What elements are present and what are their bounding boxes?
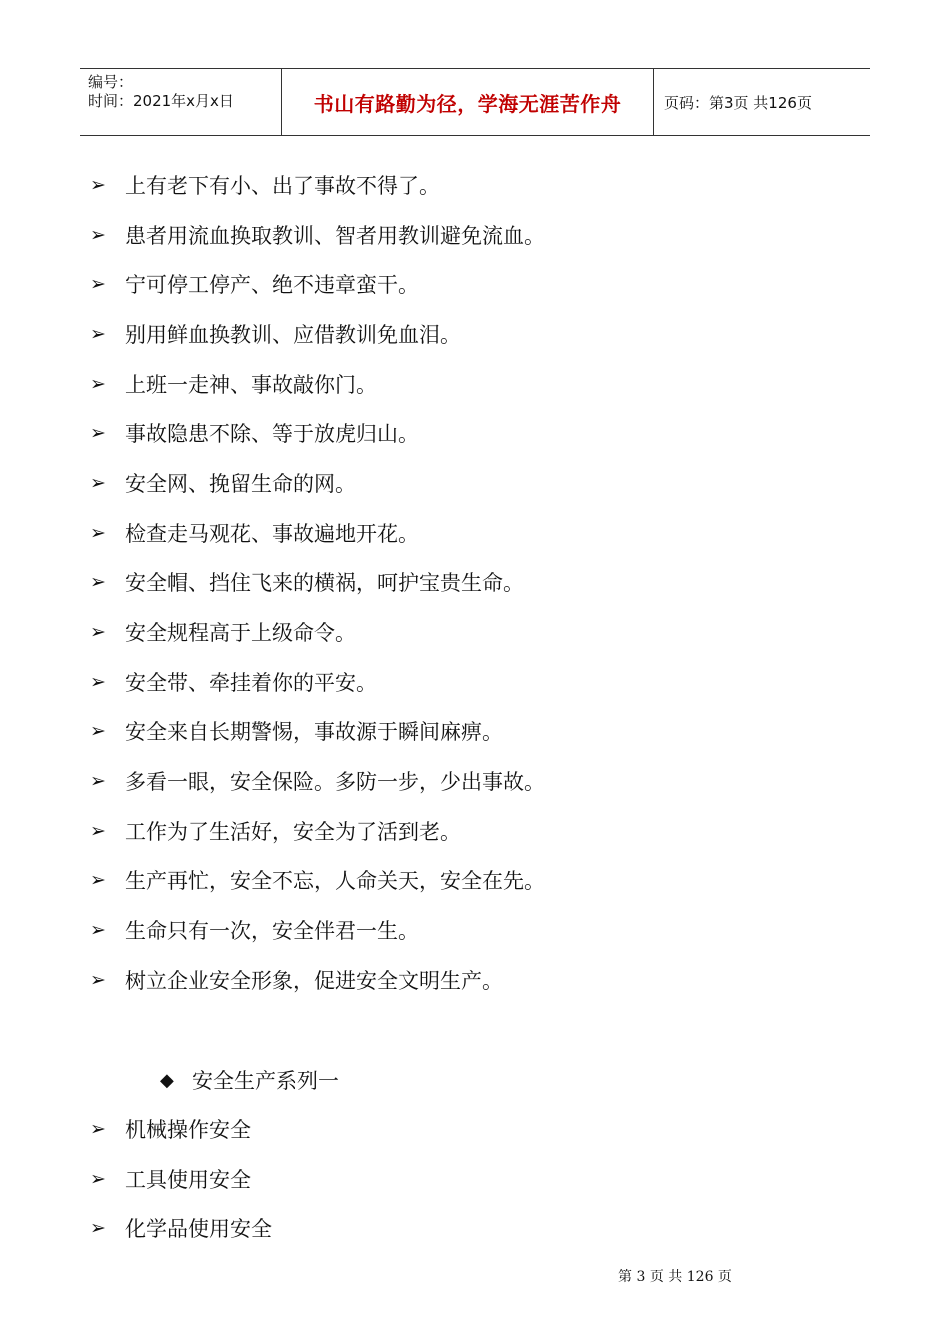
slogan-item (90, 657, 850, 707)
slogan-item-text: 事故隐患不除、等于放虎归山。 (125, 422, 419, 447)
slogan-item (90, 558, 850, 608)
arrow-bullet-icon: ➢ (90, 1167, 106, 1190)
slogan-list (90, 160, 850, 1005)
section-heading (160, 1062, 339, 1098)
slogan-item-text: 生产再忙，安全不忘，人命关天，安全在先。 (125, 869, 545, 894)
arrow-bullet-icon: ➢ (90, 1217, 106, 1240)
arrow-bullet-icon: ➢ (90, 919, 106, 942)
slogan-item (90, 210, 850, 260)
arrow-bullet-icon: ➢ (90, 223, 106, 246)
slogan-item (90, 458, 850, 508)
slogan-item (90, 806, 850, 856)
section-item (90, 1154, 850, 1204)
arrow-bullet-icon: ➢ (90, 670, 106, 693)
arrow-bullet-icon: ➢ (90, 869, 106, 892)
section-item-text: 化学品使用安全 (125, 1217, 272, 1242)
section-item-list (90, 1104, 850, 1253)
header-page-info: 页码：第3页 共126页 (664, 93, 812, 112)
slogan-item (90, 309, 850, 359)
slogan-item (90, 955, 850, 1005)
slogan-item-text: 安全网、挽留生命的网。 (125, 471, 356, 496)
slogan-item-text: 患者用流血换取教训、智者用教训避免流血。 (125, 223, 545, 248)
section-item (90, 1104, 850, 1154)
arrow-bullet-icon: ➢ (90, 770, 106, 793)
page-header (80, 68, 870, 136)
number-label: 编号： (88, 73, 134, 91)
slogan-item (90, 707, 850, 757)
slogan-item-text: 安全帽、挡住飞来的横祸，呵护宝贵生命。 (125, 571, 524, 596)
slogan-item-text: 生命只有一次，安全伴君一生。 (125, 919, 419, 944)
slogan-item (90, 160, 850, 210)
header-meta (80, 69, 282, 135)
slogan-item (90, 856, 850, 906)
arrow-bullet-icon: ➢ (90, 1117, 106, 1140)
slogan-item (90, 905, 850, 955)
slogan-item (90, 408, 850, 458)
slogan-item-text: 安全来自长期警惕，事故源于瞬间麻痹。 (125, 720, 503, 745)
arrow-bullet-icon: ➢ (90, 819, 106, 842)
section-item-text: 工具使用安全 (125, 1167, 251, 1192)
arrow-bullet-icon: ➢ (90, 968, 106, 991)
arrow-bullet-icon: ➢ (90, 422, 106, 445)
arrow-bullet-icon: ➢ (90, 372, 106, 395)
header-motto: 书山有路勤为径，学海无涯苦作舟 (282, 69, 654, 135)
slogan-item (90, 756, 850, 806)
slogan-item-text: 上班一走神、事故敲你门。 (125, 372, 377, 397)
section-title: 安全生产系列一 (192, 1069, 339, 1093)
arrow-bullet-icon: ➢ (90, 621, 106, 644)
arrow-bullet-icon: ➢ (90, 471, 106, 494)
section-item-text: 机械操作安全 (125, 1117, 251, 1142)
date-label: 时间：2021年x月x日 (88, 92, 234, 110)
slogan-item (90, 359, 850, 409)
slogan-item-text: 检查走马观花、事故遍地开花。 (125, 521, 419, 546)
slogan-item-text: 安全带、牵挂着你的平安。 (125, 670, 377, 695)
arrow-bullet-icon: ➢ (90, 173, 106, 196)
slogan-item-text: 安全规程高于上级命令。 (125, 621, 356, 646)
slogan-item-text: 宁可停工停产、绝不违章蛮干。 (125, 273, 419, 298)
arrow-bullet-icon: ➢ (90, 720, 106, 743)
slogan-item-text: 别用鲜血换教训、应借教训免血泪。 (125, 322, 461, 347)
arrow-bullet-icon: ➢ (90, 322, 106, 345)
slogan-item (90, 508, 850, 558)
arrow-bullet-icon: ➢ (90, 571, 106, 594)
diamond-bullet-icon: ◆ (160, 1069, 174, 1091)
section-item (90, 1203, 850, 1253)
slogan-item-text: 树立企业安全形象，促进安全文明生产。 (125, 968, 503, 993)
slogan-item (90, 259, 850, 309)
slogan-item-text: 多看一眼，安全保险。多防一步，少出事故。 (125, 770, 545, 795)
page-footer: 第 3 页 共 126 页 (618, 1269, 732, 1285)
arrow-bullet-icon: ➢ (90, 273, 106, 296)
arrow-bullet-icon: ➢ (90, 521, 106, 544)
slogan-item-text: 上有老下有小、出了事故不得了。 (125, 173, 440, 198)
slogan-item (90, 607, 850, 657)
slogan-item-text: 工作为了生活好，安全为了活到老。 (125, 819, 461, 844)
